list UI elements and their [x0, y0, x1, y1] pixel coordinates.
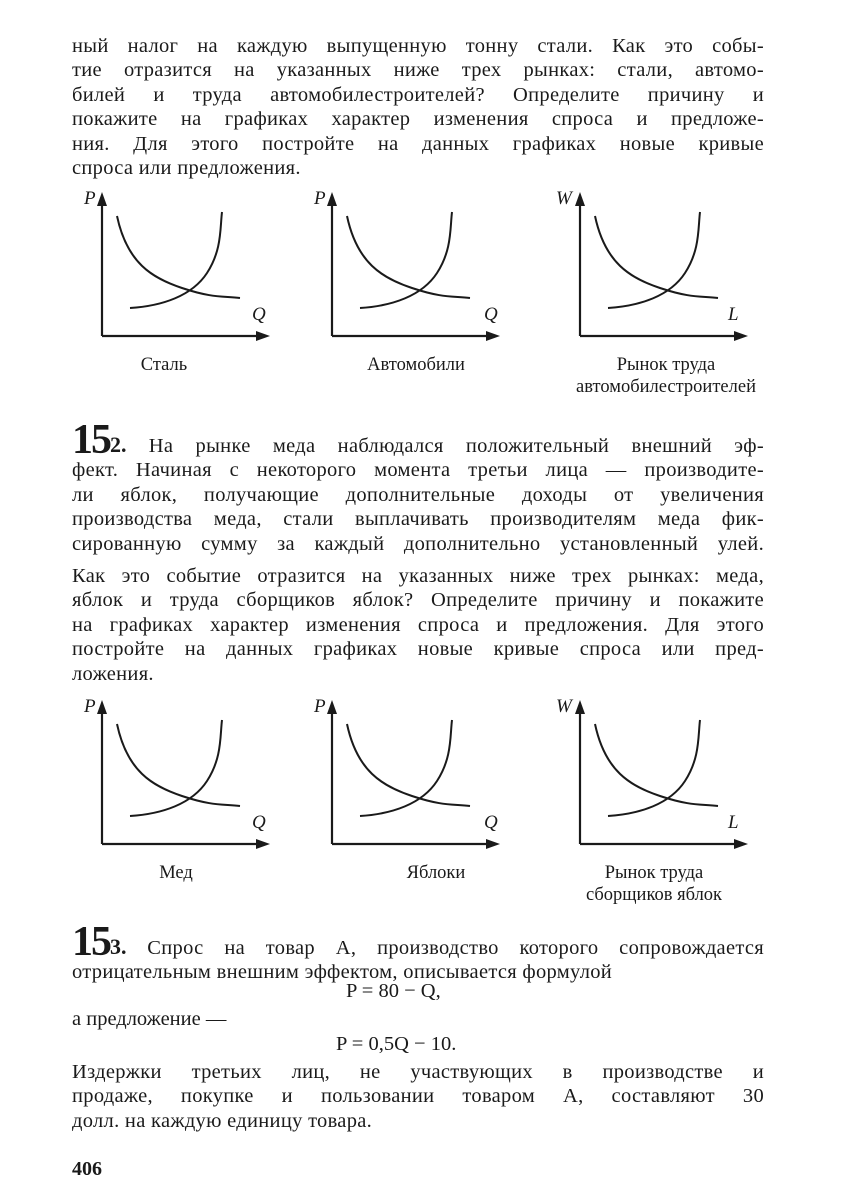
supply-curve	[360, 720, 452, 816]
caption-line: сборщиков яблок	[585, 885, 723, 905]
y-axis-arrow	[97, 700, 107, 714]
supply-demand-diagram	[82, 696, 272, 856]
x-axis-label: Q	[484, 304, 498, 325]
text-line: сированную сумму за каждый дополнительно установленный улей.	[72, 532, 764, 555]
text-line: ложения.	[72, 662, 154, 685]
text-line: производства меда, стали выплачивать производителям меда фик-	[72, 508, 764, 531]
y-axis-label: P	[314, 696, 326, 717]
axes	[580, 708, 740, 844]
y-axis-arrow	[575, 192, 585, 206]
graph-caption	[44, 354, 284, 376]
text-line: долл. на каждую единицу товара.	[72, 1109, 373, 1132]
text-line: Как это событие отразится на указанных ниже трех рынках: меда,	[72, 565, 764, 587]
y-axis-label: P	[84, 696, 96, 717]
caption-line: Сталь	[140, 355, 188, 375]
problem-153-closing	[72, 1060, 764, 1133]
supply-demand-diagram	[560, 188, 750, 348]
text-line	[72, 417, 764, 463]
text-line: фект. Начиная с некоторого момента третьи лица — производите-	[72, 459, 764, 482]
x-axis-arrow	[486, 839, 500, 849]
problem-152-paragraph-2	[72, 564, 764, 686]
y-axis-arrow	[327, 700, 337, 714]
x-axis-arrow	[256, 331, 270, 341]
axes	[102, 200, 262, 336]
graph-cars	[312, 188, 498, 348]
axes	[102, 708, 262, 844]
supply-demand-diagram	[82, 188, 272, 348]
caption-line: автомобилестроителей	[576, 377, 756, 397]
graph-caption	[296, 354, 536, 376]
supply-intro-text: а предложение —	[72, 1008, 227, 1030]
text-fragment: Спрос на товар А, производство которого сопровождается	[126, 937, 764, 959]
y-axis-arrow	[575, 700, 585, 714]
problem-number: 15	[72, 919, 110, 965]
x-axis-arrow	[486, 331, 500, 341]
axes	[332, 200, 492, 336]
graph-apples	[312, 696, 498, 856]
text-line: ный налог на каждую выпущенную тонну стали. Как это собы-	[72, 35, 764, 57]
text-line: постройте на данных графиках новые кривые спроса или пред-	[72, 638, 764, 661]
graph-caption	[56, 862, 296, 884]
y-axis-label: W	[556, 188, 572, 209]
text-line: Издержки третьих лиц, не участвующих в производстве и	[72, 1061, 764, 1083]
y-axis-label: W	[556, 696, 572, 717]
problem-number-sub: 2.	[110, 432, 127, 457]
text-line: отрицательным внешним эффектом, описывается формулой	[72, 961, 613, 984]
x-axis-label: Q	[484, 812, 498, 833]
x-axis-arrow	[256, 839, 270, 849]
caption-line: Яблоки	[406, 863, 466, 883]
graph-steel	[82, 188, 266, 348]
text-line: покажите на графиках характер изменения спроса и предложе-	[72, 108, 764, 131]
supply-demand-diagram	[560, 696, 750, 856]
axes	[580, 200, 740, 336]
text-line: ния. Для этого постройте на данных графиках новые кривые	[72, 132, 764, 155]
x-axis-label: Q	[252, 812, 266, 833]
text-line: спроса или предложения.	[72, 157, 301, 180]
text-fragment: На рынке меда наблюдался положительный внешний эф-	[126, 435, 764, 457]
graph-caption	[534, 862, 774, 906]
supply-formula: P = 0,5Q − 10.	[336, 1033, 457, 1055]
supply-curve	[360, 212, 452, 308]
x-axis-arrow	[734, 839, 748, 849]
problem-number: 15	[72, 417, 110, 463]
caption-line: Рынок труда	[616, 355, 716, 375]
text-line: на графиках характер изменения спроса и предложения. Для этого	[72, 613, 764, 636]
y-axis-label: P	[314, 188, 326, 209]
y-axis-label: P	[84, 188, 96, 209]
x-axis-arrow	[734, 331, 748, 341]
graph-caption	[546, 354, 786, 398]
x-axis-label: L	[728, 812, 739, 833]
supply-curve	[608, 720, 700, 816]
page-number: 406	[72, 1158, 102, 1180]
axes	[332, 708, 492, 844]
x-axis-label: Q	[252, 304, 266, 325]
caption-line: Автомобили	[367, 355, 465, 375]
text-line: ли яблок, получающие дополнительные доходы от увеличения	[72, 483, 764, 506]
caption-line: Рынок труда	[604, 863, 704, 883]
text-line: яблок и труда сборщиков яблок? Определите причину и покажите	[72, 589, 764, 612]
intro-paragraph	[72, 34, 764, 180]
y-axis-arrow	[97, 192, 107, 206]
text-line: тие отразится на указанных ниже трех рынках: стали, автомо-	[72, 59, 764, 82]
problem-152-paragraph-1	[72, 417, 764, 556]
supply-demand-diagram	[312, 188, 502, 348]
problem-number-sub: 3.	[110, 934, 127, 959]
graph-honey	[82, 696, 266, 856]
supply-demand-diagram	[312, 696, 502, 856]
supply-curve	[130, 720, 222, 816]
supply-curve	[608, 212, 700, 308]
y-axis-arrow	[327, 192, 337, 206]
demand-formula: P = 80 − Q,	[346, 980, 441, 1002]
caption-line: Мед	[159, 863, 193, 883]
graph-labor-auto	[556, 188, 740, 348]
text-line: билей и труда автомобилестроителей? Определите причину и	[72, 83, 764, 106]
x-axis-label: L	[728, 304, 739, 325]
supply-curve	[130, 212, 222, 308]
graph-caption	[316, 862, 556, 884]
text-line: продаже, покупке и пользовании товаром А, составляют 30	[72, 1085, 764, 1108]
text-line	[72, 919, 764, 965]
problem-153-intro	[72, 919, 764, 985]
graph-labor-apple-pickers	[556, 696, 740, 856]
